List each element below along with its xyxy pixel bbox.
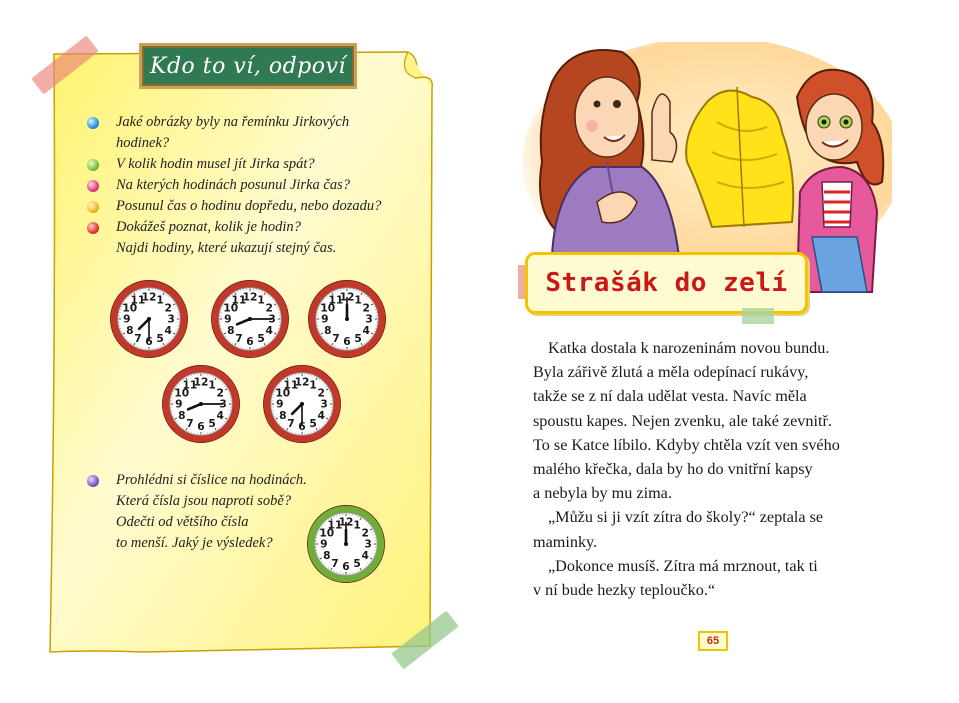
clock-number: 12	[141, 290, 157, 304]
clock-number: 8	[178, 408, 186, 422]
clock-number: 4	[361, 548, 369, 562]
clock-number: 12	[294, 375, 310, 389]
story-title: Strašák do zelí	[545, 268, 788, 298]
clock-number: 9	[123, 312, 131, 326]
story-line: a nebyla by mu zima.	[533, 484, 672, 503]
clock-number: 11	[231, 293, 247, 307]
clock-number: 9	[320, 537, 328, 551]
clock-number: 6	[343, 334, 351, 348]
question-item: Dokážeš poznat, kolik je hodin? Najdi hodiny, které ukazují stejný čas.	[84, 217, 414, 259]
question-item: Posunul čas o hodinu dopředu, nebo dozadu?	[84, 196, 414, 217]
clock-number: 1	[309, 378, 317, 392]
clock-number: 5	[156, 331, 164, 345]
clock-number: 7	[331, 556, 339, 570]
clock-number: 9	[276, 397, 284, 411]
clock-number: 2	[216, 386, 224, 400]
clock-number: 3	[219, 397, 227, 411]
green-bullet-icon	[87, 159, 99, 171]
story-text	[533, 336, 903, 602]
clock-number: 2	[361, 526, 369, 540]
clock-svg	[261, 363, 343, 445]
clock-svg	[306, 278, 388, 360]
clock-face	[306, 278, 388, 360]
clock-number: 3	[167, 312, 175, 326]
clock-number: 1	[156, 293, 164, 307]
story-line: To se Katce líbilo. Kdyby chtěla vzít ven svého	[533, 435, 840, 454]
clock-number: 9	[175, 397, 183, 411]
clock-number: 11	[130, 293, 146, 307]
clock-number: 4	[265, 323, 273, 337]
clock-number: 5	[309, 416, 317, 430]
clock-number: 1	[353, 518, 361, 532]
red-bullet-icon	[87, 222, 99, 234]
clock-number: 1	[354, 293, 362, 307]
clock-number: 7	[134, 331, 142, 345]
blue-bullet-icon	[87, 117, 99, 129]
clock-svg	[160, 363, 242, 445]
clock-number: 3	[320, 397, 328, 411]
clock-number: 1	[208, 378, 216, 392]
clock-face	[261, 363, 343, 445]
clock-number: 11	[327, 518, 343, 532]
clock-number: 11	[182, 378, 198, 392]
clock-number: 10	[275, 386, 291, 400]
clock-svg	[108, 278, 190, 360]
clock-number: 8	[227, 323, 235, 337]
clock-number: 9	[321, 312, 329, 326]
clock-number: 3	[364, 537, 372, 551]
purple-bullet-icon	[87, 475, 99, 487]
clock-number: 2	[164, 301, 172, 315]
clock-number: 10	[320, 301, 336, 315]
clock-number: 10	[319, 526, 335, 540]
clock-number: 2	[317, 386, 325, 400]
clock-number: 12	[193, 375, 209, 389]
clock-face	[108, 278, 190, 360]
pink-bullet-icon	[87, 180, 99, 192]
clock-number: 8	[279, 408, 287, 422]
clock-number: 11	[283, 378, 299, 392]
clock-number: 1	[257, 293, 265, 307]
clock-number: 8	[324, 323, 332, 337]
clock-number: 4	[362, 323, 370, 337]
clock-number: 3	[365, 312, 373, 326]
clock-number: 7	[186, 416, 194, 430]
story-line: „Můžu si ji vzít zítra do školy?“ zeptala se	[548, 508, 824, 527]
clock-number: 10	[174, 386, 190, 400]
clock-number: 4	[164, 323, 172, 337]
clock-number: 12	[338, 515, 354, 529]
story-line: v ní bude hezky teploučko.“	[533, 581, 716, 600]
story-line: spoustu kapes. Nejen zvenku, ale také zevnitř.	[533, 411, 832, 430]
story-line: takže se z ní dala udělat vesta. Navíc měla	[533, 387, 807, 406]
clock-number: 2	[265, 301, 273, 315]
clock-face	[209, 278, 291, 360]
question-item: V kolik hodin musel jít Jirka spát?	[84, 154, 414, 175]
page-number: 65	[698, 631, 728, 651]
story-line: Byla zářivě žlutá a měla odepínací rukávy,	[533, 363, 809, 382]
clock-number: 2	[362, 301, 370, 315]
clock-number: 12	[339, 290, 355, 304]
tape-strip	[742, 308, 774, 324]
chalkboard-heading	[139, 43, 357, 89]
clock-number: 4	[216, 408, 224, 422]
story-line: „Dokonce musíš. Zítra má mrznout, tak ti	[548, 556, 818, 575]
story-line: malého křečka, dala by ho do vnitřní kapsy	[533, 460, 813, 479]
yellow-bullet-icon	[87, 201, 99, 213]
clock-number: 6	[246, 334, 254, 348]
story-title-banner	[525, 252, 808, 314]
clock-number: 9	[224, 312, 232, 326]
clock-number: 7	[235, 331, 243, 345]
clock-number: 4	[317, 408, 325, 422]
clock-number: 5	[208, 416, 216, 430]
story-line: Katka dostala k narozeninám novou bundu.	[548, 339, 830, 357]
clock-svg	[209, 278, 291, 360]
clock-number: 6	[145, 334, 153, 348]
story-line: maminky.	[533, 532, 598, 551]
clock-face	[160, 363, 242, 445]
question-list	[84, 112, 414, 259]
heading-text: Kdo to ví, odpoví	[150, 53, 346, 79]
clock-number: 7	[287, 416, 295, 430]
clock-number: 8	[323, 548, 331, 562]
clock-number: 11	[328, 293, 344, 307]
clock-number: 10	[122, 301, 138, 315]
question-item: Prohlédni si číslice na hodinách. Která čísla jsou naproti sobě? Odečti od většího čísla to menší. Jaký je výsledek?	[84, 470, 384, 554]
clock-number: 12	[242, 290, 258, 304]
clock-number: 5	[257, 331, 265, 345]
clock-number: 5	[354, 331, 362, 345]
clock-number: 10	[223, 301, 239, 315]
clock-number: 6	[197, 419, 205, 433]
clock-number: 7	[332, 331, 340, 345]
question-item: Jaké obrázky byly na řemínku Jirkových hodinek?	[84, 112, 414, 154]
clock-number: 6	[342, 559, 350, 573]
clock-number: 3	[268, 312, 276, 326]
clock-number: 8	[126, 323, 134, 337]
clock-number: 5	[353, 556, 361, 570]
question-item: Na kterých hodinách posunul Jirka čas?	[84, 175, 414, 196]
clock-number: 6	[298, 419, 306, 433]
